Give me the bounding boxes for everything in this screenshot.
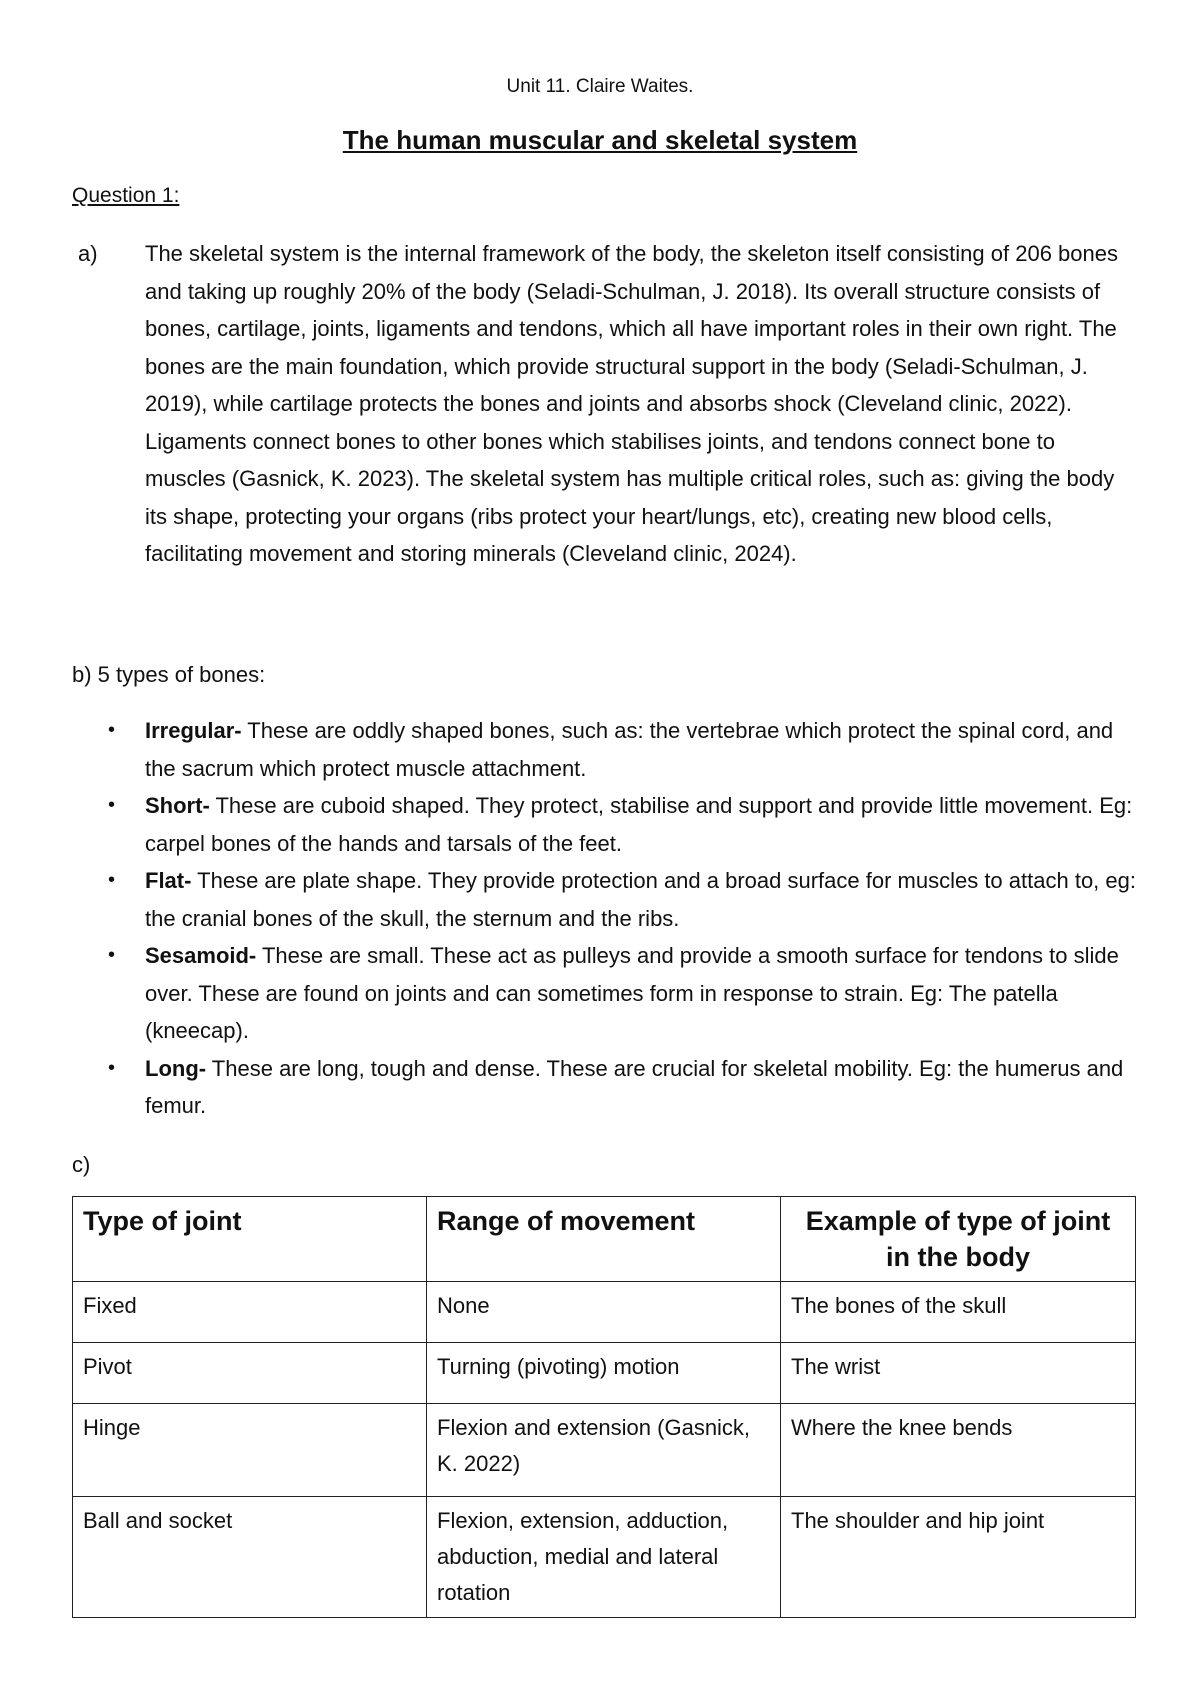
bone-types-list — [72, 712, 1142, 1125]
table-cell: The shoulder and hip joint — [781, 1497, 1136, 1618]
table-cell: Pivot — [73, 1343, 427, 1404]
part-a-paragraph — [72, 235, 1132, 573]
bone-type-term: Sesamoid- — [145, 943, 257, 968]
table-cell: Hinge — [73, 1404, 427, 1497]
list-item — [72, 1050, 1142, 1125]
table-cell: None — [427, 1282, 781, 1343]
bullet-icon: • — [108, 944, 116, 966]
document-header: Unit 11. Claire Waites. — [506, 76, 694, 97]
table-cell: Flexion, extension, adduction, abduction, medial and lateral rotation — [427, 1497, 781, 1618]
joints-table — [72, 1196, 1136, 1618]
bone-type-description: These are cuboid shaped. They protect, stabilise and support and provide little movement. Eg: carpel bones of the hands and tarsals of the feet. — [145, 793, 1133, 856]
bone-type-term: Long- — [145, 1055, 207, 1081]
part-a-text: The skeletal system is the internal framework of the body, the skeleton itself consisting of 206 bones and taking up roughly 20% of the body (Seladi-Schulman, J. 2018). Its overall structure consists of bones, cartilage, joints, ligaments and tendons, which all have important roles in their own right. The bones are the main foundation, which provide structural support in the body (Seladi-Schulman, J. 2019), while cartilage protects the bones and joints and absorbs shock (Cleveland clinic, 2022). Ligaments connect bones to other bones which stabilises joints, and tendons connect bone to muscles (Gasnick, K. 2023). The skeletal system has multiple critical roles, such as: giving the body its shape, protecting your organs (ribs protect your heart/lungs, etc), creating new blood cells, facilitating movement and storing minerals (Cleveland clinic, 2024). — [145, 241, 1118, 566]
bullet-icon: • — [108, 719, 116, 741]
bone-type-description: These are oddly shaped bones, such as: the vertebrae which protect the spinal cord, and the sacrum which protect muscle attachment. — [145, 718, 1114, 781]
table-cell: Fixed — [73, 1282, 427, 1343]
list-item — [72, 787, 1142, 862]
table-cell: Ball and socket — [73, 1497, 427, 1618]
table-row — [73, 1343, 1136, 1404]
bone-type-term: Irregular- — [145, 718, 242, 743]
bullet-icon: • — [108, 1056, 116, 1079]
bone-type-description: These are small. These act as pulleys and provide a smooth surface for tendons to slide over. These are found on joints and can sometimes form in response to strain. Eg: The patella (kneecap). — [145, 943, 1119, 1043]
column-header: Range of movement — [427, 1197, 781, 1282]
table-header-row — [73, 1197, 1136, 1282]
bullet-icon: • — [108, 794, 116, 816]
table-cell: Where the knee bends — [781, 1404, 1136, 1497]
bone-type-description: These are long, tough and dense. These are crucial for skeletal mobility. Eg: the humerus and femur. — [145, 1055, 1124, 1118]
question-heading: Question 1: — [72, 184, 180, 207]
table-row — [73, 1282, 1136, 1343]
bullet-icon: • — [108, 869, 116, 891]
table-cell: Flexion and extension (Gasnick, K. 2022) — [427, 1404, 781, 1497]
column-header: Type of joint — [73, 1197, 427, 1282]
document-title: The human muscular and skeletal system — [342, 125, 858, 155]
column-header: Example of type of joint in the body — [781, 1197, 1136, 1282]
table-row — [73, 1497, 1136, 1618]
part-c-label: c) — [72, 1152, 91, 1177]
list-item — [72, 862, 1142, 937]
part-a-label: a) — [78, 241, 98, 266]
table-cell: The wrist — [781, 1343, 1136, 1404]
list-item — [72, 712, 1142, 787]
table-cell: Turning (pivoting) motion — [427, 1343, 781, 1404]
list-item — [72, 937, 1142, 1050]
table-row — [73, 1404, 1136, 1497]
bone-type-description: These are plate shape. They provide protection and a broad surface for muscles to attach to, eg: the cranial bones of the skull, the sternum and the ribs. — [145, 868, 1136, 931]
part-b-heading: b) 5 types of bones: — [72, 662, 266, 687]
table-cell: The bones of the skull — [781, 1282, 1136, 1343]
bone-type-term: Short- — [145, 793, 210, 818]
bone-type-term: Flat- — [145, 868, 192, 893]
